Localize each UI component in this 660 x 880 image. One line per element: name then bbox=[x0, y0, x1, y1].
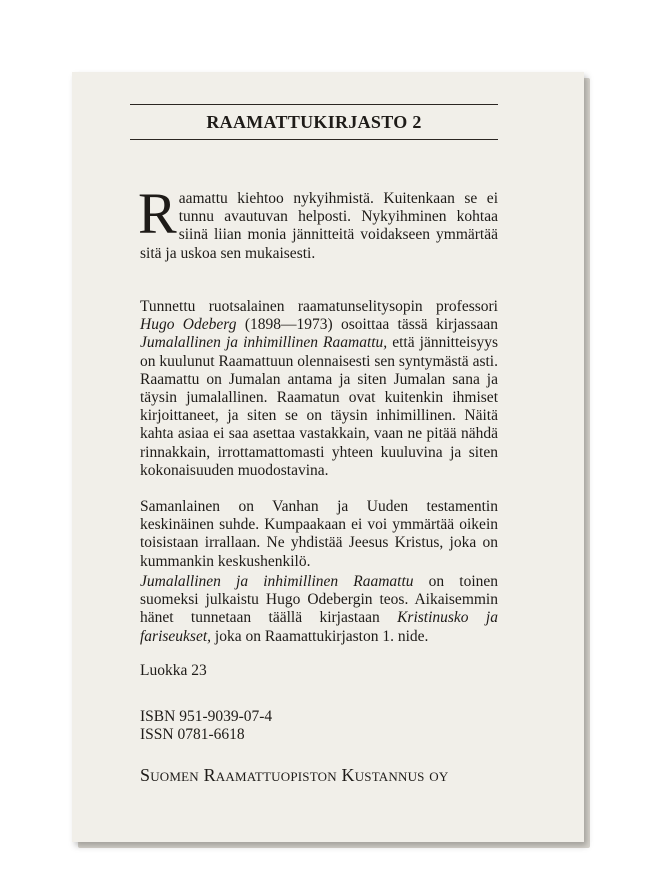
author-text-2: joka on Raamattukirjaston 1. nide. bbox=[211, 627, 429, 645]
class-label: Luokka 23 bbox=[140, 662, 207, 679]
intro-text: aamattu kiehtoo nykyihmistä. Kuitenkaan se ei tunnu avautuvan helposti. Nykyihminen kohtaa siinä liian monia jännitteitä voidakseen ymmärtää sitä ja uskoa sen mukaisesti. bbox=[140, 190, 498, 262]
author-paragraph bbox=[140, 573, 498, 646]
publisher-name: Suomen Raamattuopiston Kustannus oy bbox=[140, 765, 449, 785]
description-text-1: Tunnettu ruotsalainen raamatunselitysopin professori bbox=[140, 298, 498, 315]
isbn-number: ISBN 951-9039-07-4 bbox=[140, 708, 273, 725]
drop-cap-initial: R bbox=[138, 181, 177, 246]
testament-text: Samanlainen on Vanhan ja Uuden testamentin keskinäinen suhde. Kumpaakaan ei voi ymmärtää oikein toisistaan irrallaan. Ne yhdistää Jeesus Kristus, joka on kummankin keskushenkilö. bbox=[140, 498, 498, 570]
author-text-1: on toinen suomeksi julkaistu Hugo Odebergin teos. Aikaisemmin hänet tunnetaan täällä kirjastaan bbox=[140, 573, 499, 627]
description-text-2: (1898—1973) osoittaa tässä kirjassaan bbox=[236, 316, 499, 334]
description-text-3: että jännitteisyys on kuulunut Raamattuun olennaisesti sen syntymästä asti. Raamattu on Jumalan antama ja siten Jumalan sana ja täysin jumalallinen. Raamatun ovat kuitenkin ihmiset kirjoittaneet, ja siten se on täysin inhimillinen. Näitä kahta asiaa ei saa asettaa vastakkain, vaan ne pitää nähdä rinnakkain, irrottamattomasti yhteen kuuluvina ja siten kokonaisuuden muodostavina. bbox=[140, 334, 499, 479]
author-name: Hugo Odeberg bbox=[140, 316, 237, 334]
series-title: RAAMATTUKIRJASTO 2 bbox=[206, 111, 422, 132]
description-paragraph bbox=[140, 298, 498, 480]
book-title-italic: Jumalallinen ja inhimillinen Raamattu bbox=[140, 573, 414, 590]
book-title: Jumalallinen ja inhimillinen Raamattu, bbox=[140, 334, 388, 352]
testament-paragraph bbox=[140, 498, 498, 571]
intro-paragraph bbox=[138, 181, 498, 263]
issn-number: ISSN 0781-6618 bbox=[140, 726, 245, 743]
series-header bbox=[130, 104, 498, 140]
previous-book-title: Kristinusko ja fariseukset, bbox=[140, 609, 498, 645]
